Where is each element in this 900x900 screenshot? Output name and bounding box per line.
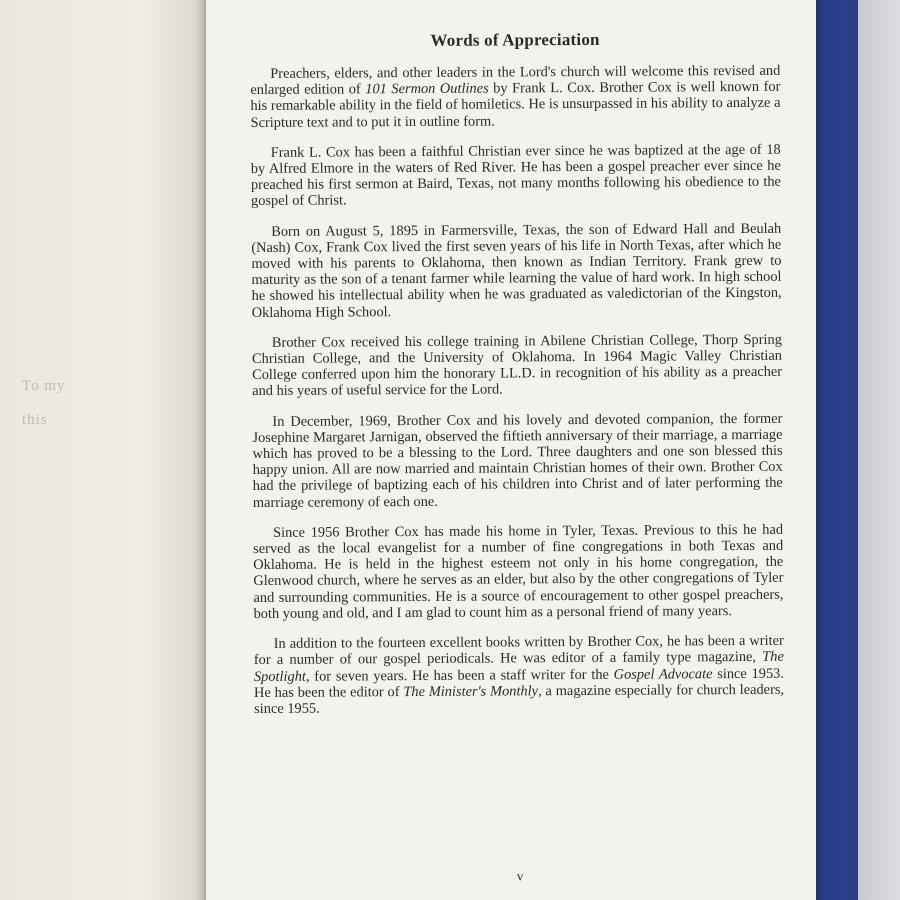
periodical-title-advocate: Gospel Advocate <box>613 665 713 683</box>
paragraph-6-text: Since 1956 Brother Cox has made his home in Tyler, Texas. Previous to this he had served as the local evangelist for a number of fine congregations in both Texas and Oklahoma. He is held in the highest esteem not only in his home congregation, the Glenwood church, where he serves as an elder, but also by the other congregations of Tyler and surrounding communities. He is a source of encouragement to other gospel preachers, both young and old, and I am glad to count him as a personal friend of many years. <box>253 521 784 622</box>
paragraph-7 <box>254 633 784 717</box>
background-surface <box>858 0 900 900</box>
book-title-italic: 101 Sermon Outlines <box>365 80 489 98</box>
paragraph-4 <box>252 332 782 400</box>
page-number: v <box>516 868 524 884</box>
paragraph-7-text-c: since 1953. He has been the editor of <box>253 665 784 701</box>
left-page <box>0 0 205 900</box>
paragraph-7-text-a: In addition to the fourteen excellent books written by Brother Cox, he has been a writer for a number of our gospel periodicals. He was editor of a family type magazine, <box>253 632 784 669</box>
paragraph-5-text: In December, 1969, Brother Cox and his lovely and devoted companion, the former Josephine Margaret Jarnigan, observed the fiftieth anniversary of their marriage, a marriage which has proved to be a blessing to the Lord. Three daughters and one son blessed this happy union. All are now married and maintain Christian homes of their own. Brother Cox had the privilege of baptizing each of his children into Christ and of later performing the marriage ceremony of each one. <box>252 410 783 511</box>
page-content <box>250 29 785 884</box>
paragraph-2 <box>251 142 781 210</box>
paragraph-1 <box>250 63 780 131</box>
paragraph-3-text: Born on August 5, 1895 in Farmersville, Texas, the son of Edward Hall and Beulah (Nash) Cox, Frank Cox lived the first seven years of his life in North Texas, after which he moved with his parents to Oklahoma, then known as Indian Territory. Frank grew to maturity as the son of a tenant farmer while learning the value of hard work. In high school he showed his intellectual ability when he was graduated as valedictorian of the Kingston, Oklahoma High School. <box>251 220 782 321</box>
periodical-title-spotlight: The Spotlight <box>253 649 784 685</box>
paragraph-6 <box>253 522 784 622</box>
paragraph-7-text-d: , a magazine especially for church leaders, since 1955. <box>254 681 785 717</box>
periodical-title-ministers-monthly: The Minister's Monthly <box>403 682 539 700</box>
paragraph-7-text-b: , for seven years. He has been a staff writer for the <box>305 666 614 685</box>
paragraph-5 <box>252 410 783 510</box>
paragraph-3 <box>251 220 782 320</box>
right-page <box>206 0 816 900</box>
paragraph-1-text-a: Preachers, elders, and other leaders in the Lord's church will welcome this revised and enlarged edition of <box>250 62 781 99</box>
ghost-text-2: this <box>22 412 48 428</box>
paragraph-2-text: Frank L. Cox has been a faithful Christian ever since he was baptized at the age of 18 by Alfred Elmore in the waters of Red River. He has been a gospel preacher ever since he preached his first sermon at Baird, Texas, not many months following his obedience to the gospel of Christ. <box>250 141 781 210</box>
ghost-text-1: To my <box>22 378 66 394</box>
paragraph-1-text-b: by Frank L. Cox. Brother Cox is well known for his remarkable ability in the field of homiletics. He is unsurpassed in his ability to analyze a Scripture text and to put it in outline form. <box>250 78 781 131</box>
page-title: Words of Appreciation <box>430 29 600 50</box>
paragraph-4-text: Brother Cox received his college training in Abilene Christian College, Thorp Spring Christian College, and the University of Oklahoma. In 1964 Magic Valley Christian College conferred upon him the honorary LL.D. in recognition of his ability as a preacher and his years of useful service for the Lord. <box>251 331 783 400</box>
